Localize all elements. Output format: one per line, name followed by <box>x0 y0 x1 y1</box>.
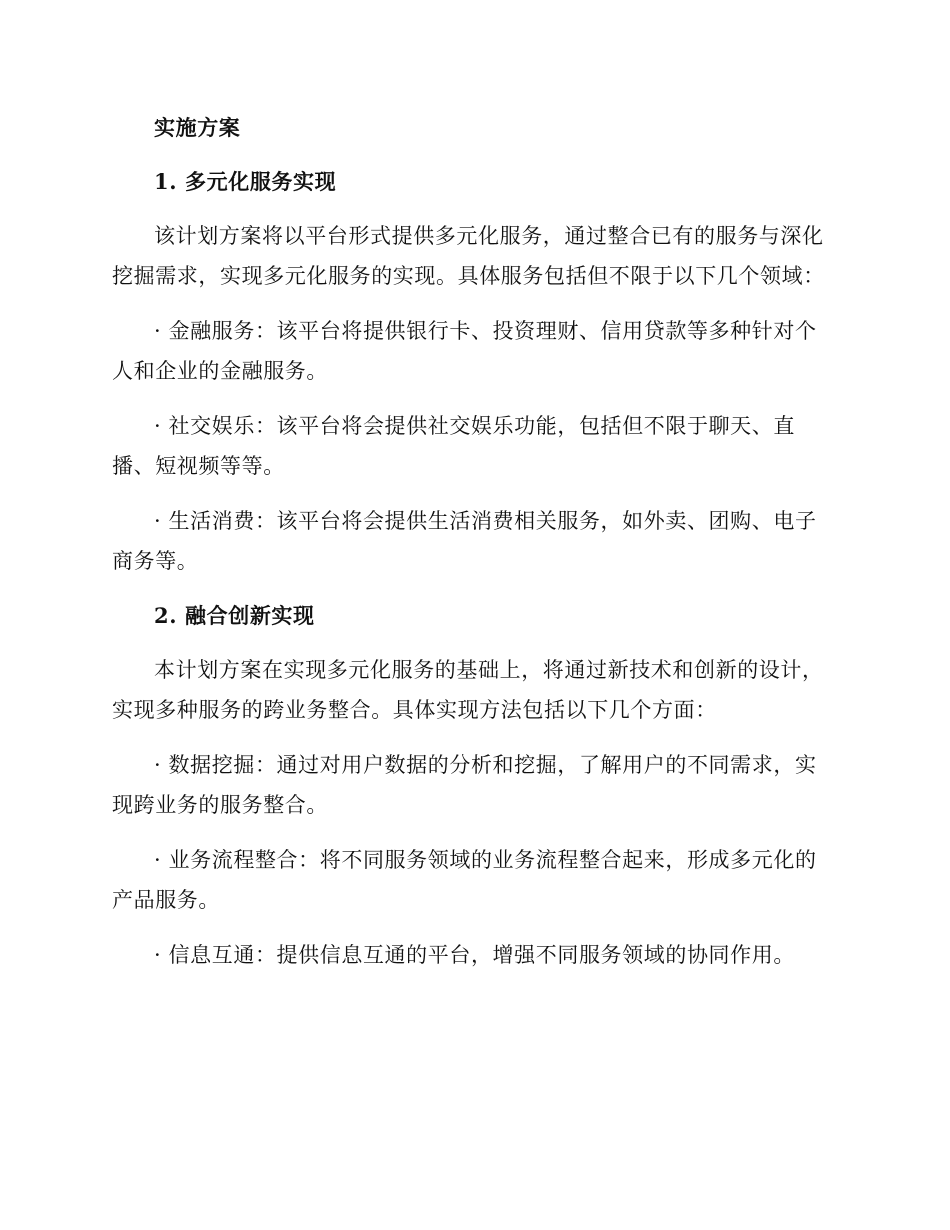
section-1-bullet-social: · 社交娱乐：该平台将会提供社交娱乐功能，包括但不限于聊天、直播、短视频等等。 <box>112 414 795 478</box>
section-2-intro: 本计划方案在实现多元化服务的基础上，将通过新技术和创新的设计，实现多种服务的跨业务整合。具体实现方法包括以下几个方面： <box>112 658 824 722</box>
section-2-bullet-info-sharing: · 信息互通：提供信息互通的平台，增强不同服务领域的协同作用。 <box>154 943 795 967</box>
section-heading-2: 2. 融合创新实现 <box>154 603 315 628</box>
document-body <box>112 108 828 990</box>
section-heading-1: 1. 多元化服务实现 <box>154 169 337 194</box>
section-1-bullet-finance: · 金融服务：该平台将提供银行卡、投资理财、信用贷款等多种针对个人和企业的金融服务。 <box>112 319 817 383</box>
section-2-bullet-process-integration: · 业务流程整合：将不同服务领域的业务流程整合起来，形成多元化的产品服务。 <box>112 848 817 912</box>
page-title: 实施方案 <box>154 115 241 140</box>
section-2-bullet-data-mining: · 数据挖掘：通过对用户数据的分析和挖掘，了解用户的不同需求，实现跨业务的服务整合。 <box>112 753 817 817</box>
section-1-bullet-consumption: · 生活消费：该平台将会提供生活消费相关服务，如外卖、团购、电子商务等。 <box>112 509 817 573</box>
section-1-intro: 该计划方案将以平台形式提供多元化服务，通过整合已有的服务与深化挖掘需求，实现多元化服务的实现。具体服务包括但不限于以下几个领域： <box>112 224 825 288</box>
